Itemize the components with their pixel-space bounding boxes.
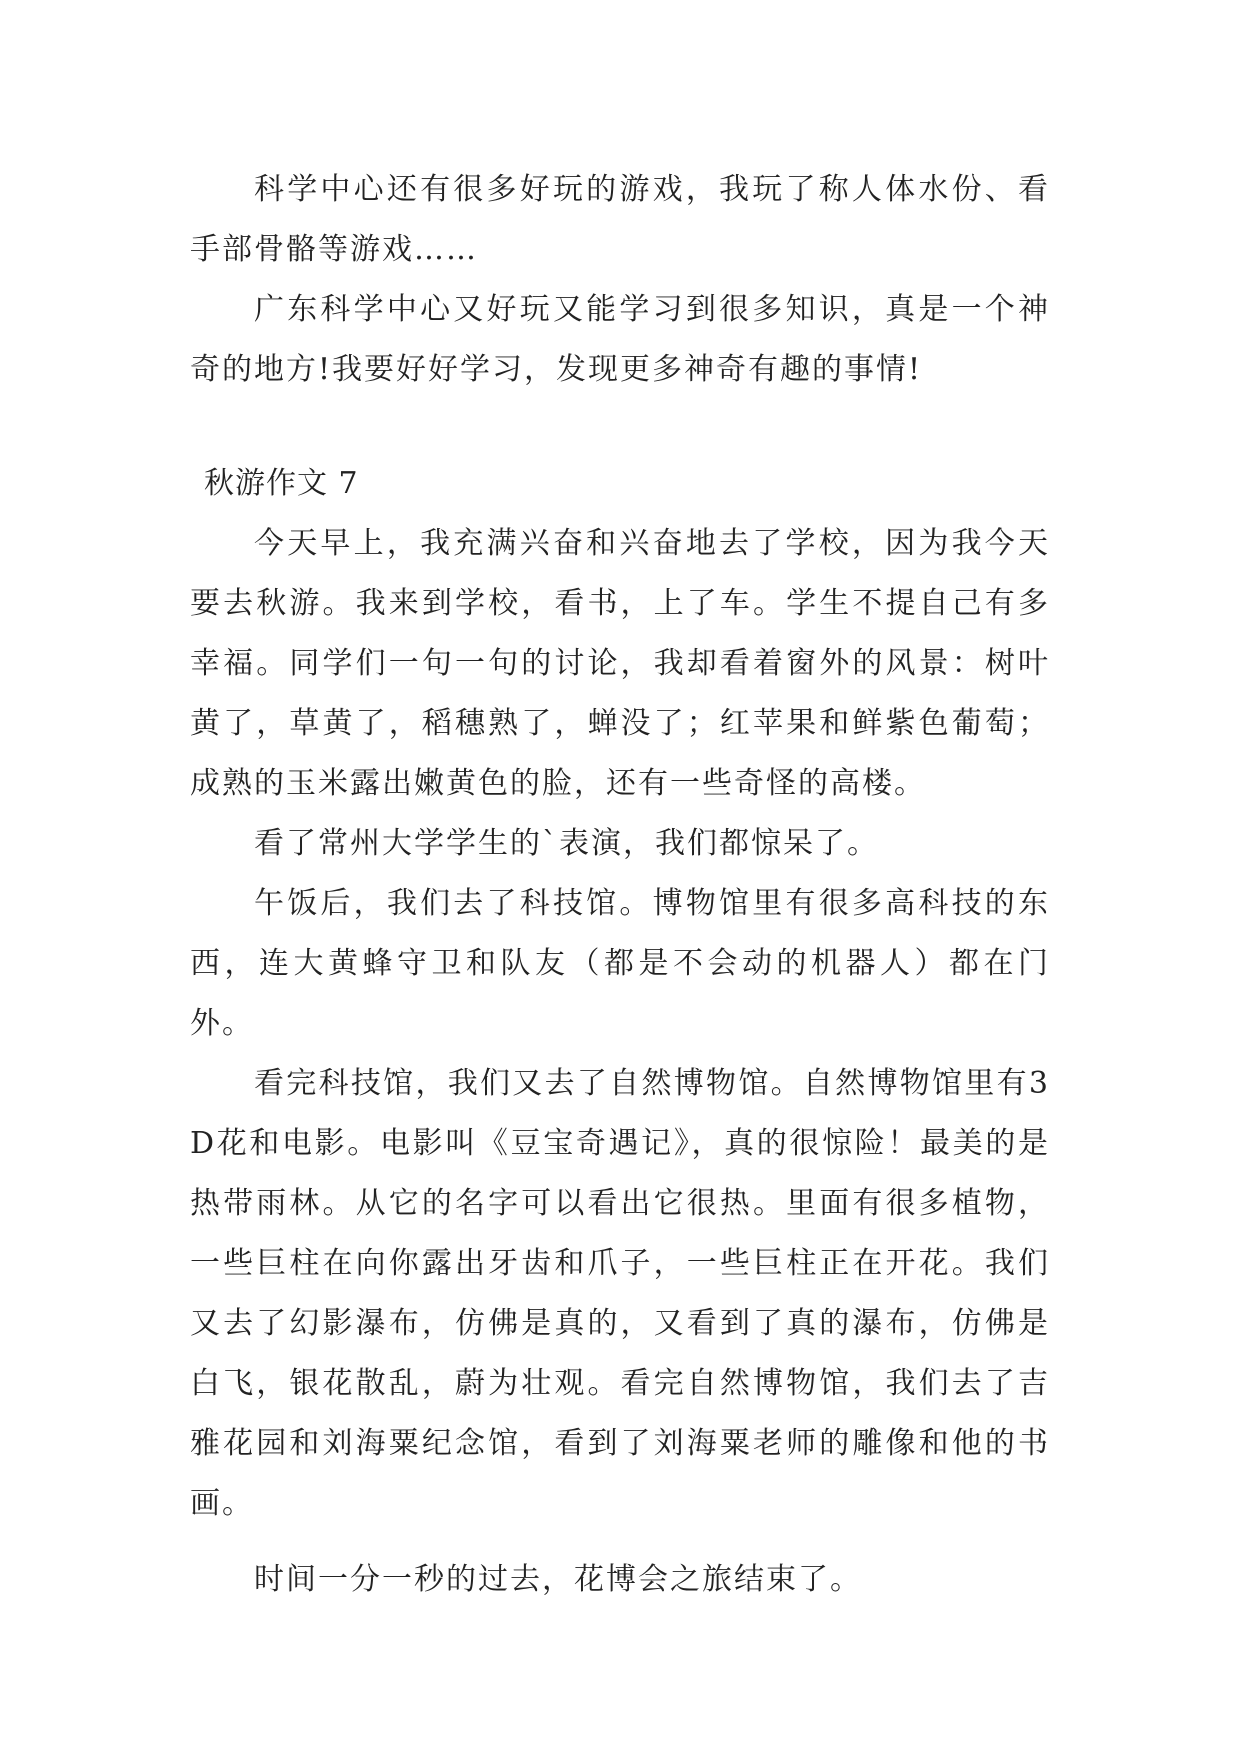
paragraph-5: 午饭后，我们去了科技馆。博物馆里有很多高科技的东西，连大黄蜂守卫和队友（都是不会动的机器人）都在门外。 [190,886,1050,1041]
section-title: 秋游作文 7 [204,466,359,501]
paragraph-4: 看了常州大学学生的`表演，我们都惊呆了。 [254,826,879,861]
document-body [190,160,1050,1610]
paragraph-2: 广东科学中心又好玩又能学习到很多知识，真是一个神奇的地方!我要好好学习，发现更多神奇有趣的事情! [190,292,1050,387]
section-spacer [190,400,1050,454]
paragraph-1: 科学中心还有很多好玩的游戏，我玩了称人体水份、看手部骨骼等游戏…… [190,172,1050,267]
paragraph-7: 时间一分一秒的过去，花博会之旅结束了。 [254,1562,862,1597]
paragraph-6: 看完科技馆，我们又去了自然博物馆。自然博物馆里有3D花和电影。电影叫《豆宝奇遇记》，真的很惊险！最美的是热带雨林。从它的名字可以看出它很热。里面有很多植物，一些巨柱在向你露出牙齿和爪子，一些巨柱正在开花。我们又去了幻影瀑布，仿佛是真的，又看到了真的瀑布，仿佛是白飞，银花散乱，蔚为壮观。看完自然博物馆，我们去了吉雅花园和刘海粟纪念馆，看到了刘海粟老师的雕像和他的书画。 [190,1066,1050,1521]
paragraph-3: 今天早上，我充满兴奋和兴奋地去了学校，因为我今天要去秋游。我来到学校，看书，上了车。学生不提自己有多幸福。同学们一句一句的讨论，我却看着窗外的风景：树叶黄了，草黄了，稻穗熟了，蝉没了；红苹果和鲜紫色葡萄；成熟的玉米露出嫩黄色的脸，还有一些奇怪的高楼。 [190,526,1050,801]
paragraph-spacer [190,1534,1050,1550]
